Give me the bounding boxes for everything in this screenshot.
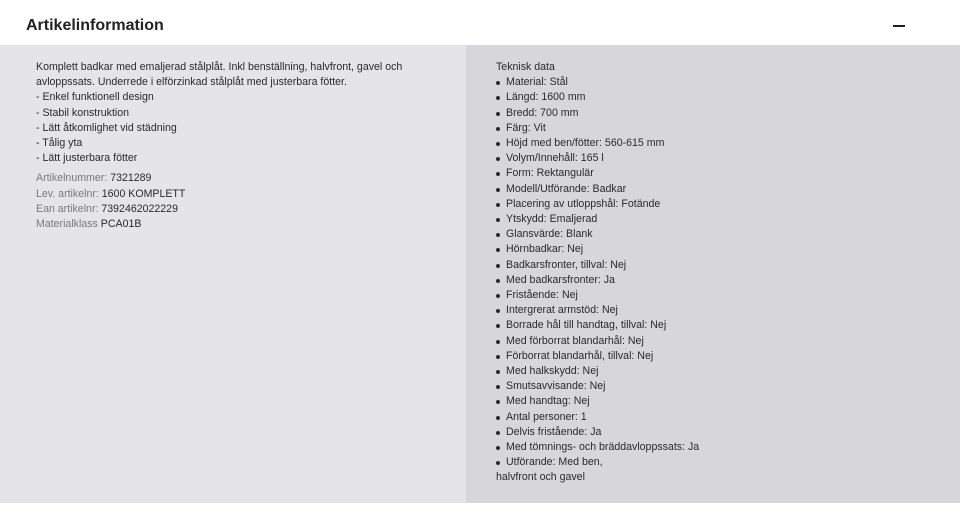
spec-item: Med handtag: Nej (496, 394, 930, 409)
spec-item-continuation: halvfront och gavel (496, 471, 585, 484)
meta-value: PCA01B (100, 218, 142, 231)
specs-list (496, 75, 930, 470)
spec-item: Form: Rektangulär (496, 166, 930, 181)
specs-title: Teknisk data (496, 61, 555, 73)
spec-item: Borrade hål till handtag, tillval: Nej (496, 318, 930, 333)
description-line: Komplett badkar med emaljerad stålplåt. Inkl benställning, halvfront, gavel och (36, 61, 403, 73)
bottom-spacer (0, 503, 960, 515)
spec-item: Längd: 1600 mm (496, 90, 930, 105)
spec-item: Med förborrat blandarhål: Nej (496, 334, 930, 349)
description-line: - Stabil konstruktion (36, 106, 130, 119)
spec-item: Med tömnings- och bräddavloppssats: Ja (496, 440, 930, 455)
article-meta (36, 171, 430, 232)
section-header[interactable] (0, 0, 960, 45)
spec-item: Höjd med ben/fötter: 560-615 mm (496, 136, 930, 151)
description-line: - Lätt justerbara fötter (36, 152, 138, 165)
spec-item: Bredd: 700 mm (496, 106, 930, 121)
meta-ean-number (36, 202, 430, 217)
meta-material-class (36, 217, 430, 232)
meta-label: Ean artikelnr: (36, 202, 99, 215)
description-line: - Tålig yta (36, 137, 83, 150)
collapse-button[interactable] (893, 18, 905, 30)
spec-item: Volym/Innehåll: 165 l (496, 151, 930, 166)
description-panel (0, 45, 466, 503)
description-text (36, 60, 430, 166)
spec-item: Smutsavvisande: Nej (496, 379, 930, 394)
spec-item: Placering av utloppshål: Fotände (496, 197, 930, 212)
spec-item: Utförande: Med ben, (496, 455, 930, 470)
spec-item: Ytskydd: Emaljerad (496, 212, 930, 227)
spec-item: Fristående: Nej (496, 288, 930, 303)
meta-article-number (36, 171, 430, 186)
description-line: avloppssats. Underrede i elförzinkad stålplåt med justerbara fötter. (36, 76, 347, 89)
meta-label: Materialklass (36, 218, 98, 231)
meta-label: Artikelnummer: (36, 172, 108, 185)
meta-label: Lev. artikelnr: (36, 187, 99, 200)
spec-item: Delvis fristående: Ja (496, 425, 930, 440)
spec-item: Färg: Vit (496, 121, 930, 136)
spec-item: Material: Stål (496, 75, 930, 90)
spec-item: Badkarsfronter, tillval: Nej (496, 258, 930, 273)
meta-supplier-number (36, 187, 430, 202)
section-title: Artikelinformation (26, 17, 164, 34)
minus-icon (893, 25, 905, 27)
meta-value: 7321289 (110, 172, 152, 185)
meta-value: 1600 KOMPLETT (101, 187, 186, 200)
spec-item: Intergrerat armstöd: Nej (496, 303, 930, 318)
meta-value: 7392462022229 (101, 202, 178, 215)
description-line: - Lätt åtkomlighet vid städning (36, 121, 177, 134)
spec-item: Med badkarsfronter: Ja (496, 273, 930, 288)
spec-item: Förborrat blandarhål, tillval: Nej (496, 349, 930, 364)
spec-item: Modell/Utförande: Badkar (496, 182, 930, 197)
specs-panel (466, 45, 960, 503)
description-line: - Enkel funktionell design (36, 91, 154, 104)
spec-item: Antal personer: 1 (496, 410, 930, 425)
spec-item: Med halkskydd: Nej (496, 364, 930, 379)
spec-item: Hörnbadkar: Nej (496, 242, 930, 257)
section-content (0, 45, 960, 503)
spec-item: Glansvärde: Blank (496, 227, 930, 242)
